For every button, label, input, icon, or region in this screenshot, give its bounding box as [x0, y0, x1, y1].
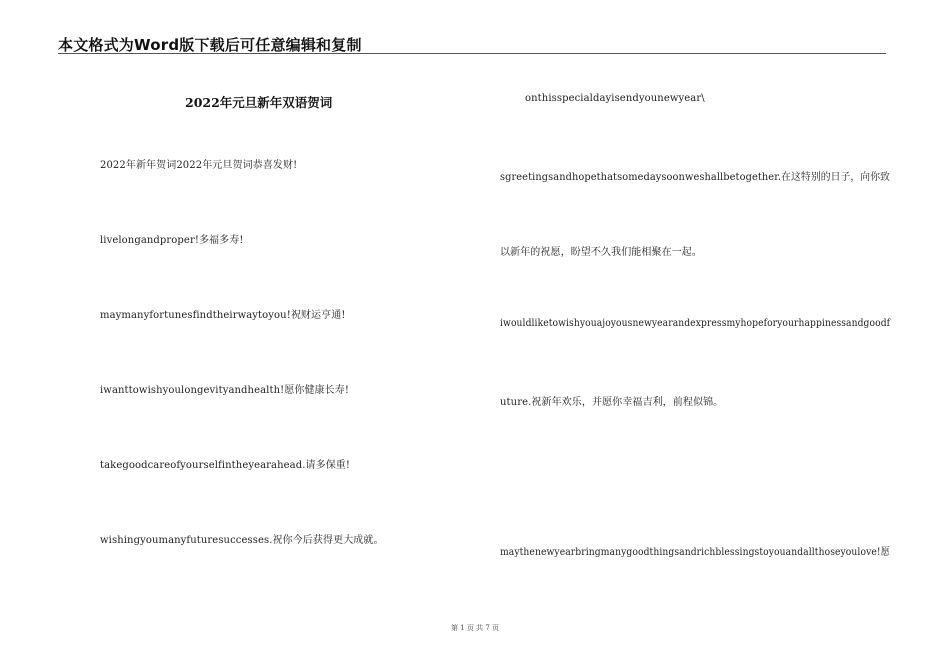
left-line-6: wishingyoumanyfuturesuccesses.祝你今后获得更大成就。: [100, 535, 384, 546]
right-line-1: onthisspecialdayisendyounewyear\: [525, 93, 705, 104]
document-header-banner: 本文格式为Word版下载后可任意编辑和复制: [58, 36, 362, 54]
left-line-3: maymanyfortunesfindtheirwaytoyou!祝财运亨通!: [100, 310, 346, 321]
document-title: 2022年元旦新年双语贺词: [185, 95, 333, 110]
page-number-footer: 第 1 页 共 7 页: [450, 624, 500, 632]
header-divider: [58, 53, 886, 54]
right-line-3: 以新年的祝愿，盼望不久我们能相聚在一起。: [500, 247, 702, 258]
right-line-6: maythenewyearbringmanygoodthingsandrichblessingstoyouandallthoseyoulove!愿: [500, 547, 890, 558]
left-line-5: takegoodcareofyourselfintheyearahead.请多保重!: [100, 460, 351, 471]
left-line-2: livelongandproper!多福多寿!: [100, 235, 244, 246]
left-line-4: iwanttowishyoulongevityandhealth!愿你健康长寿!: [100, 385, 349, 396]
right-line-2: sgreetingsandhopethatsomedaysoonweshallbetogether.在这特别的日子，向你致: [500, 172, 891, 183]
right-line-4: iwouldliketowishyouajoyousnewyearandexpressmyhopeforyourhappinessandgoodf: [500, 318, 891, 329]
left-line-1: 2022年新年贺词2022年元旦贺词恭喜发财!: [100, 160, 298, 171]
right-line-5: uture.祝新年欢乐，并愿你幸福吉利，前程似锦。: [500, 397, 724, 408]
